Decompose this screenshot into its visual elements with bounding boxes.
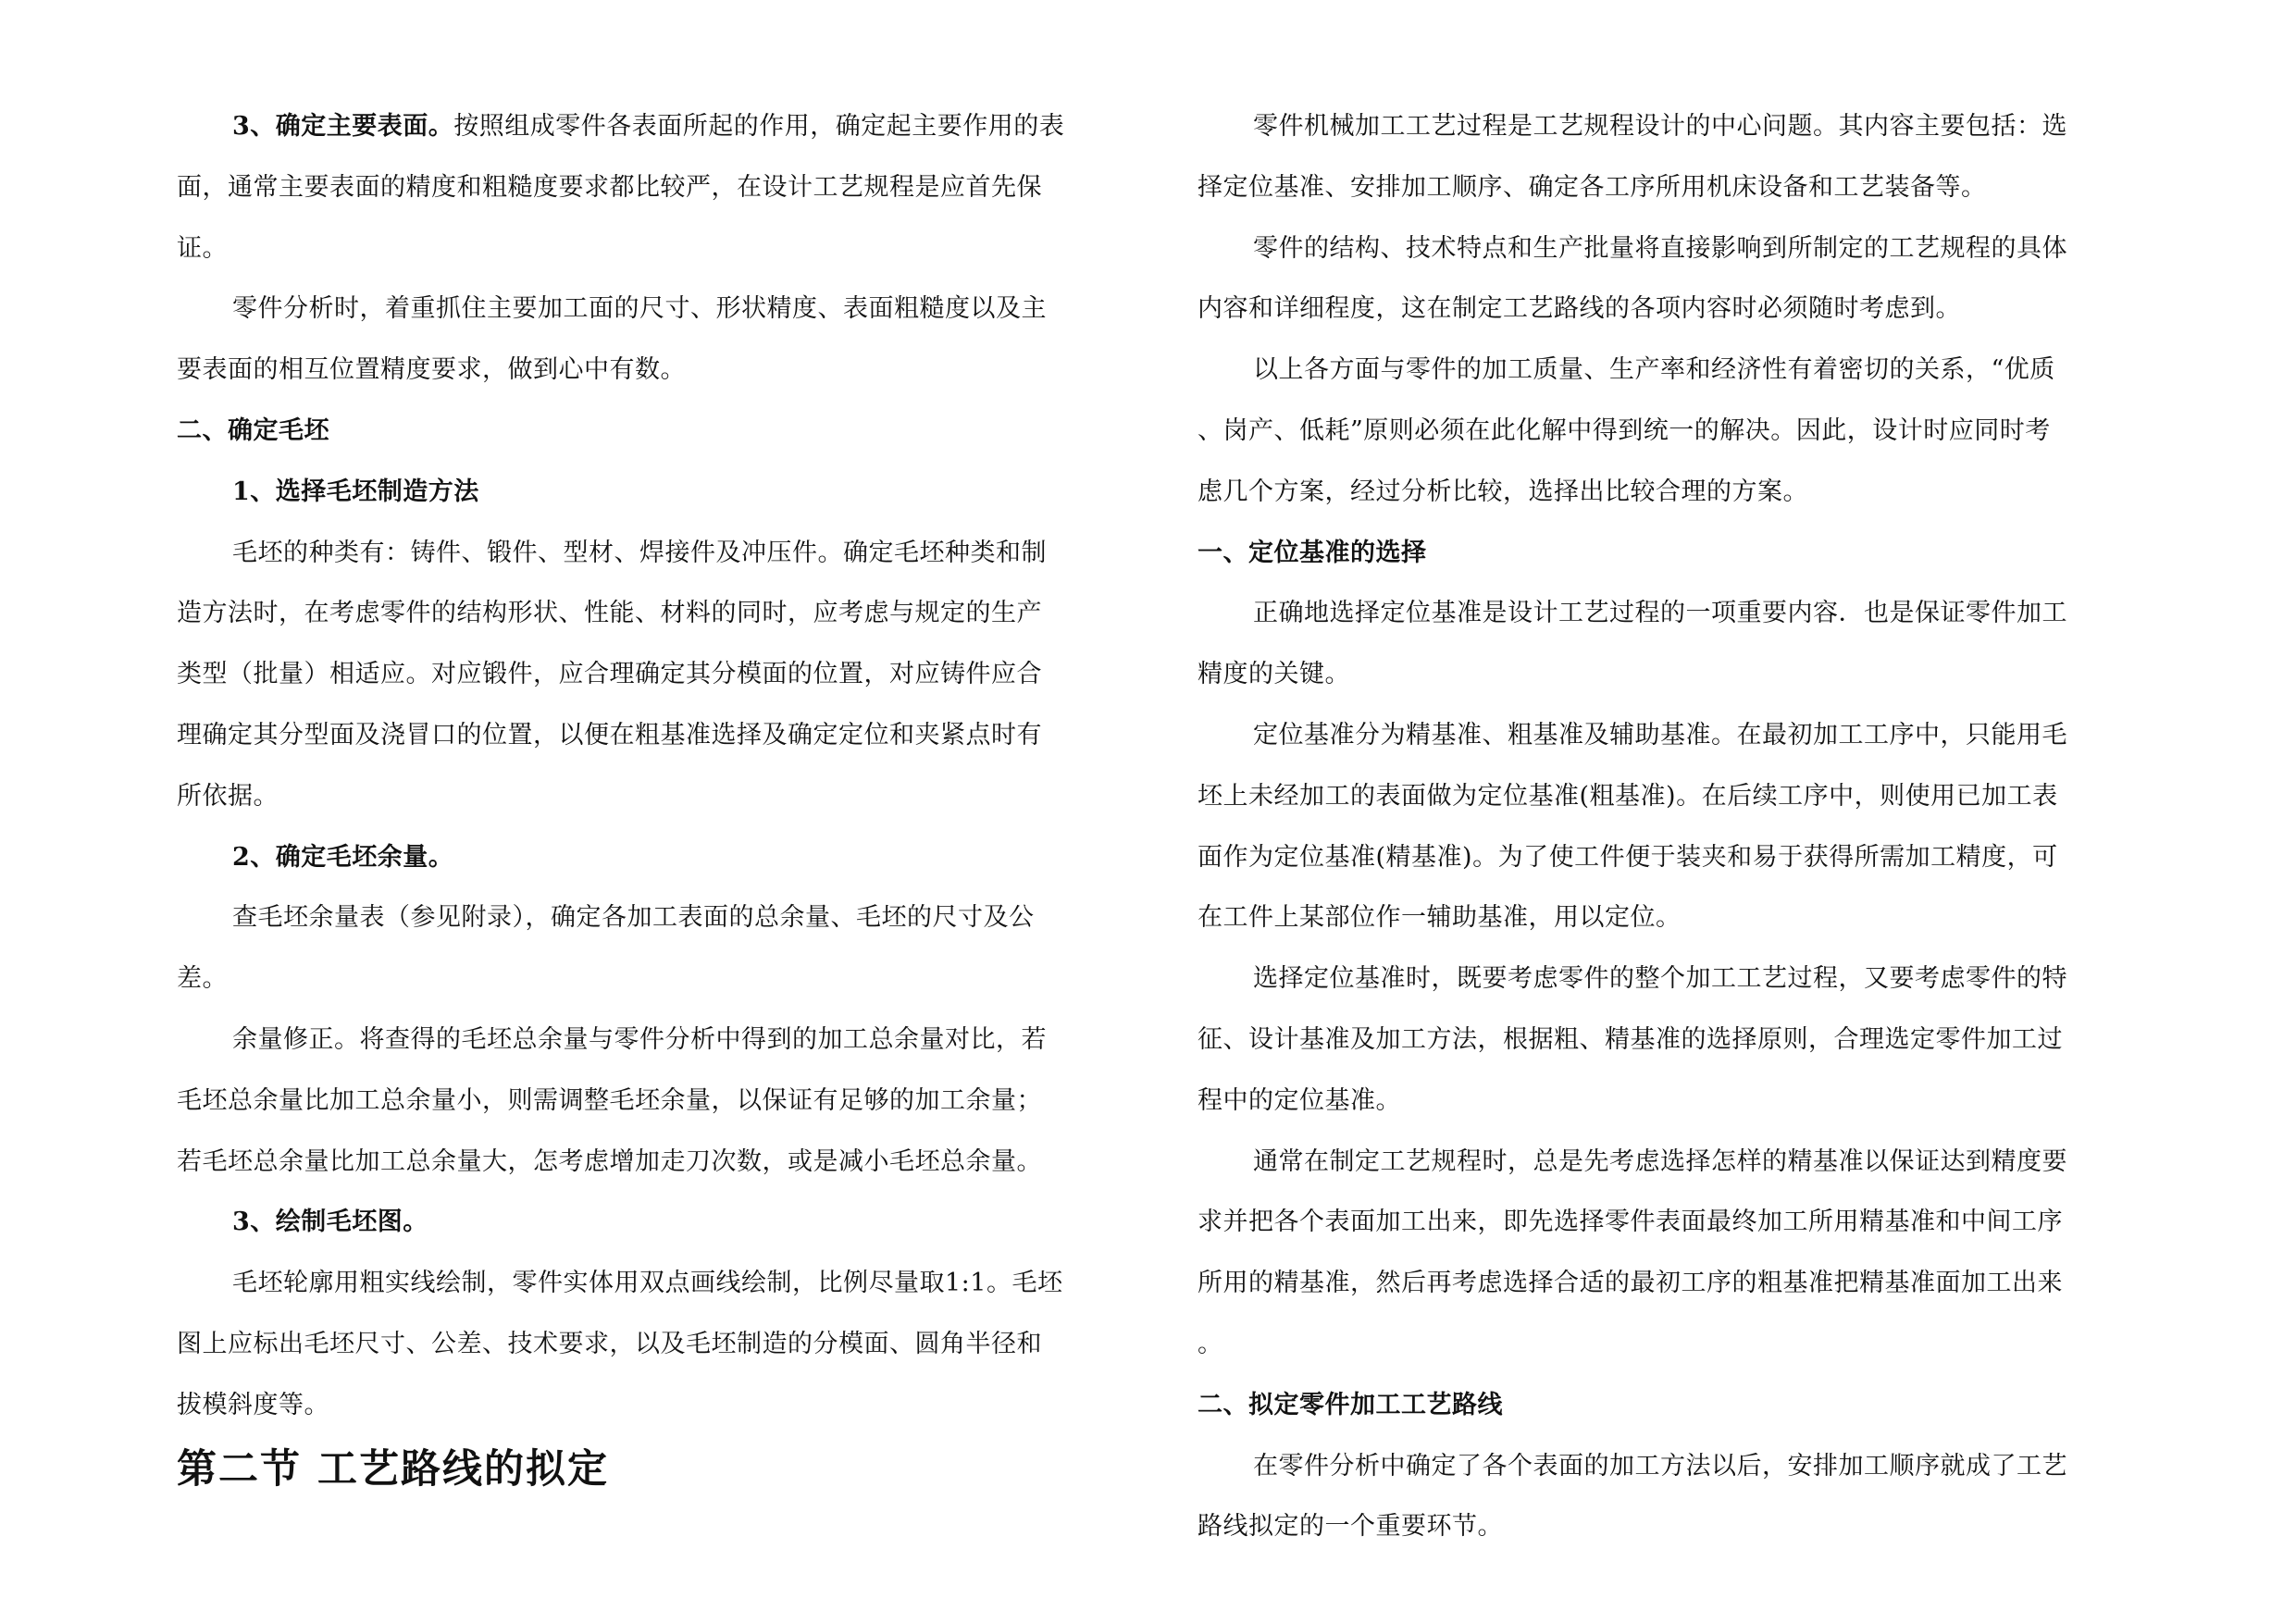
inline-bold-lead: 3、确定主要表面。 — [232, 112, 454, 141]
paragraph-line: 所用的精基准，然后再考虑选择合适的最初工序的粗基准把精基准面加工出来 — [1198, 1269, 2063, 1298]
paragraph-line: 证。 — [177, 233, 228, 263]
paragraph-line: 若毛坯总余量比加工总余量大，怎考虑增加走刀次数，或是减小毛坯总余量。 — [177, 1146, 1042, 1176]
paragraph-line: 毛坯的种类有：铸件、锻件、型材、焊接件及冲压件。确定毛坯种类和制 — [232, 538, 1047, 567]
paragraph-line: 零件机械加工工艺过程是工艺规程设计的中心问题。其内容主要包括：选 — [1253, 112, 2067, 141]
paragraph-line: 类型（批量）相适应。对应锻件，应合理确定其分模面的位置，对应铸件应合 — [177, 660, 1042, 689]
paragraph-line: 坯上未经加工的表面做为定位基准(粗基准)。在后续工序中，则使用已加工表 — [1198, 781, 2058, 811]
paragraph-line: 路线拟定的一个重要环节。 — [1198, 1512, 1503, 1542]
paragraph-line: 虑几个方案，经过分析比较，选择出比较合理的方案。 — [1198, 477, 1808, 506]
paragraph-line: 毛坯总余量比加工总余量小，则需调整毛坯余量，以保证有足够的加工余量； — [177, 1085, 1042, 1115]
paragraph-line: 征、设计基准及加工方法，根据粗、精基准的选择原则，合理选定零件加工过 — [1198, 1024, 2063, 1054]
paragraph-line: 择定位基准、安排加工顺序、确定各工序所用机床设备和工艺装备等。 — [1198, 172, 1987, 202]
paragraph-line: 图上应标出毛坯尺寸、公差、技术要求，以及毛坯制造的分模面、圆角半径和 — [177, 1329, 1042, 1358]
paragraph-line: 零件分析时，着重抓住主要加工面的尺寸、形状精度、表面粗糙度以及主 — [232, 294, 1047, 324]
paragraph-line: 要表面的相互位置精度要求，做到心中有数。 — [177, 355, 686, 385]
subsection-heading: 2、确定毛坯余量。 — [232, 842, 454, 872]
paragraph-line: 求并把各个表面加工出来，即先选择零件表面最终加工所用精基准和中间工序 — [1198, 1208, 2063, 1237]
paragraph-line: 造方法时，在考虑零件的结构形状、性能、材料的同时，应考虑与规定的生产 — [177, 599, 1042, 628]
paragraph-line: 内容和详细程度，这在制定工艺路线的各项内容时必须随时考虑到。 — [1198, 294, 1961, 324]
paragraph-line: 正确地选择定位基准是设计工艺过程的一项重要内容．也是保证零件加工 — [1253, 599, 2067, 628]
paragraph-line: 在零件分析中确定了各个表面的加工方法以后，安排加工顺序就成了工艺 — [1253, 1451, 2067, 1481]
paragraph-line: 通常在制定工艺规程时，总是先考虑选择怎样的精基准以保证达到精度要 — [1253, 1146, 2067, 1176]
subsection-heading: 3、绘制毛坯图。 — [232, 1208, 428, 1237]
paragraph-line: 面作为定位基准(精基准)。为了使工件便于装夹和易于获得所需加工精度，可 — [1198, 842, 2058, 872]
section-heading: 二、拟定零件加工工艺路线 — [1198, 1390, 1503, 1419]
subsection-heading: 1、选择毛坯制造方法 — [232, 477, 479, 506]
left-text-column — [177, 96, 1113, 1503]
paragraph-line: 零件的结构、技术特点和生产批量将直接影响到所制定的工艺规程的具体 — [1253, 233, 2067, 263]
chapter-section-title: 第二节 工艺路线的拟定 — [177, 1445, 609, 1493]
section-heading: 二、确定毛坯 — [177, 415, 329, 445]
paragraph-line: 以上各方面与零件的加工质量、生产率和经济性有着密切的关系，“优质 — [1253, 355, 2055, 385]
paragraph-line: 在工件上某部位作一辅助基准，用以定位。 — [1198, 903, 1682, 933]
paragraph-line — [177, 96, 1113, 157]
right-text-column — [1198, 96, 2123, 1557]
paragraph-line: 所依据。 — [177, 781, 279, 811]
paragraph-line: 、岗产、低耗”原则必须在此化解中得到统一的解决。因此，设计时应同时考 — [1198, 415, 2051, 445]
paragraph-line: 拔模斜度等。 — [177, 1390, 329, 1419]
paragraph-line: 。 — [1198, 1329, 1223, 1358]
paragraph-line: 选择定位基准时，既要考虑零件的整个加工工艺过程，又要考虑零件的特 — [1253, 964, 2067, 994]
section-heading: 一、定位基准的选择 — [1198, 538, 1427, 567]
paragraph-line: 查毛坯余量表（参见附录），确定各加工表面的总余量、毛坯的尺寸及公 — [232, 903, 1035, 933]
paragraph-line: 定位基准分为精基准、粗基准及辅助基准。在最初加工工序中，只能用毛 — [1253, 720, 2067, 750]
paragraph-line: 毛坯轮廓用粗实线绘制，零件实体用双点画线绘制，比例尽量取1:1。毛坯 — [232, 1269, 1063, 1298]
paragraph-line: 精度的关键。 — [1198, 660, 1350, 689]
paragraph-line: 理确定其分型面及浇冒口的位置，以便在粗基准选择及确定定位和夹紧点时有 — [177, 720, 1042, 750]
paragraph-line: 余量修正。将查得的毛坯总余量与零件分析中得到的加工总余量对比，若 — [232, 1024, 1047, 1054]
paragraph-line: 面，通常主要表面的精度和粗糙度要求都比较严，在设计工艺规程是应首先保 — [177, 172, 1042, 202]
paragraph-line: 差。 — [177, 964, 228, 994]
line-text: 按照组成零件各表面所起的作用，确定起主要作用的表 — [453, 112, 1065, 141]
paragraph-line: 程中的定位基准。 — [1198, 1085, 1401, 1115]
